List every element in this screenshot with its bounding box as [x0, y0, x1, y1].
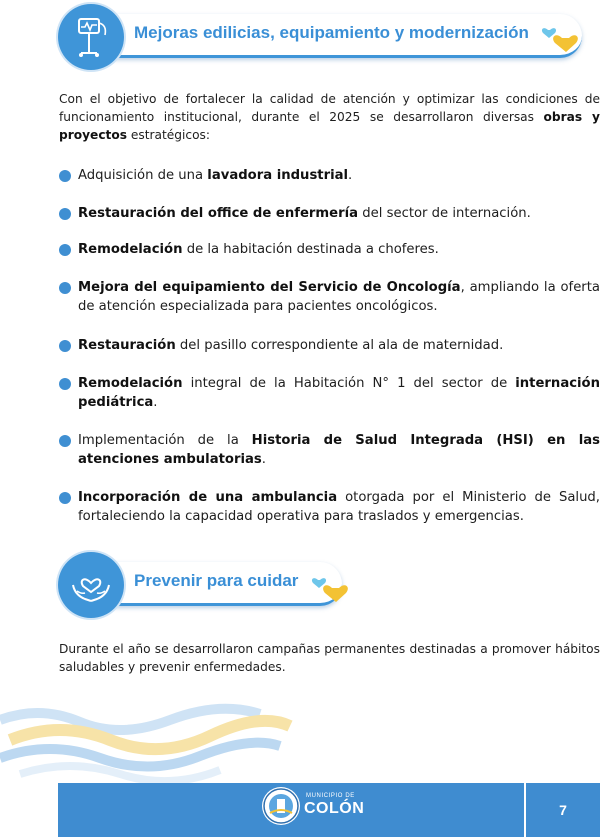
waves-decoration-icon	[0, 700, 300, 784]
list-item: Remodelación integral de la Habitación N° 1 del sector de internación pediátrica.	[59, 374, 600, 412]
list-item: Adquisición de una lavadora industrial.	[59, 166, 600, 185]
bullet-dot-icon	[59, 340, 71, 352]
section-title: Mejoras edilicias, equipamiento y modernización	[134, 23, 529, 42]
bullet-dot-icon	[59, 244, 71, 256]
section-icon-circle	[58, 552, 124, 618]
page-number: 7	[559, 802, 567, 818]
logo-subtitle: MUNICIPIO DE	[306, 793, 355, 799]
medical-equipment-icon	[67, 13, 115, 61]
outro-paragraph: Durante el año se desarrollaron campañas permanentes destinadas a promover hábitos saludables y prevenir enfermedades.	[59, 642, 600, 674]
municipality-logo	[262, 786, 392, 834]
list-item: Mejora del equipamiento del Servicio de Oncología, ampliando la oferta de atención especializada para pacientes oncológicos.	[59, 278, 600, 316]
bullet-dot-icon	[59, 282, 71, 294]
intro-paragraph: Con el objetivo de fortalecer la calidad de atención y optimizar las condiciones de funcionamiento institucional, durante el 2025 se desarrollaron diversas obras y proyectos estratégicos:	[59, 92, 600, 142]
bullet-dot-icon	[59, 170, 71, 182]
list-item: Implementación de la Historia de Salud Integrada (HSI) en las atenciones ambulatorias.	[59, 431, 600, 469]
section-icon-circle	[58, 4, 124, 70]
bullet-dot-icon	[59, 208, 71, 220]
list-item: Remodelación de la habitación destinada a choferes.	[59, 240, 600, 259]
municipality-seal-icon	[262, 787, 300, 825]
hands-heart-icon	[67, 561, 115, 609]
bullet-dot-icon	[59, 378, 71, 390]
logo-title: COLÓN	[304, 800, 365, 817]
hearts-decoration-icon	[310, 566, 352, 608]
list-item: Restauración del pasillo correspondiente al ala de maternidad.	[59, 336, 600, 355]
bullet-dot-icon	[59, 435, 71, 447]
bullet-dot-icon	[59, 492, 71, 504]
list-item: Restauración del office de enfermería del sector de internación.	[59, 204, 600, 223]
list-item: Incorporación de una ambulancia otorgada por el Ministerio de Salud, fortaleciendo la capacidad operativa para traslados y emergencias.	[59, 488, 600, 526]
section-title: Prevenir para cuidar	[134, 571, 299, 590]
hearts-decoration-icon	[540, 16, 582, 58]
